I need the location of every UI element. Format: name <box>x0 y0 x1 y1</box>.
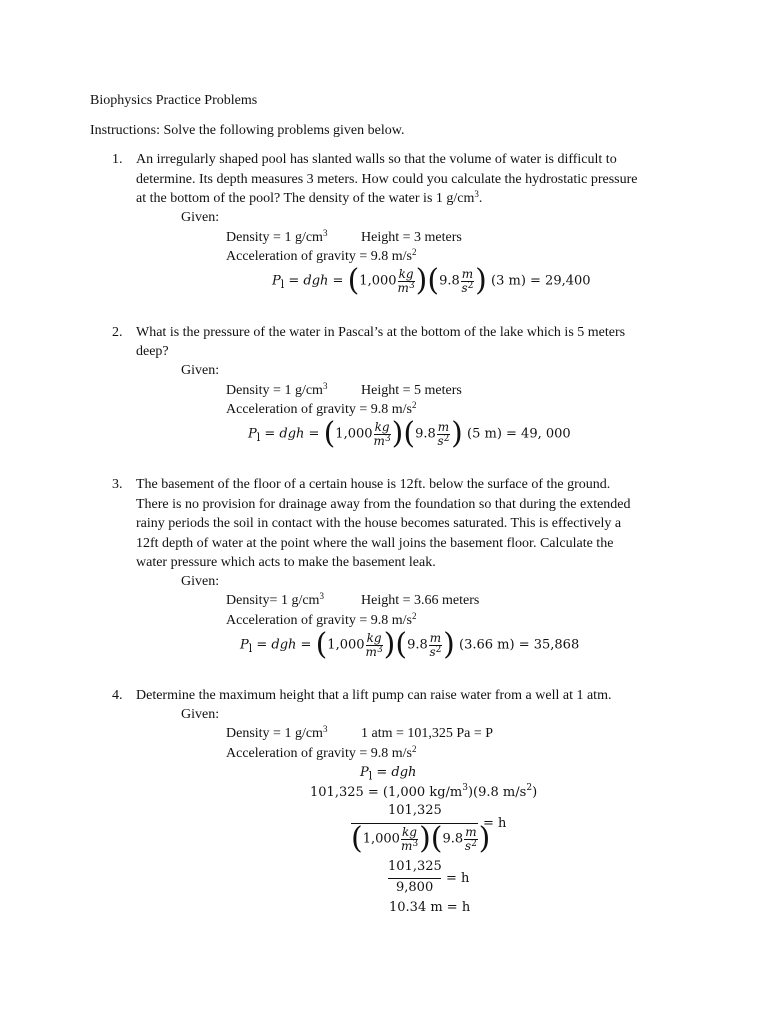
problem-text-line: at the bottom of the pool? The density of the water is 1 $g/cm^3$. <box>136 189 483 206</box>
fraction-denominator: 9,800 <box>396 880 434 895</box>
fraction-numerator: 101,325 <box>388 803 442 818</box>
problem-text-line: rainy periods the soil in contact with the house becomes saturated. This is effectively a <box>136 516 622 531</box>
given-height: Height = 3 meters <box>361 230 462 245</box>
problem-number: 2. <box>112 325 123 340</box>
pressure-formula: $P_l$ = dgh = (1,000 $\frac{kg}{m^3}$ )(9.8 $\frac{m}{s^2}$ ) (5 m) = 49, 000 <box>248 416 571 451</box>
problem-text-line: deep? <box>136 344 169 359</box>
given-label: Given: <box>181 210 220 225</box>
equation-rhs: = h <box>483 816 507 831</box>
given-label: Given: <box>181 574 220 589</box>
given-atm: 1 atm = 101,325 Pa = P <box>361 726 494 741</box>
given-gravity: Acceleration of gravity = 9.8 $m/s^2$ <box>226 611 417 628</box>
given-label: Given: <box>181 363 220 378</box>
problem-text-line: What is the pressure of the water in Pascal’s at the bottom of the lake which is 5 meters <box>136 325 626 340</box>
given-height: Height = 5 meters <box>361 383 462 398</box>
problem-number: 1. <box>112 152 123 167</box>
instructions: Instructions: Solve the following problems given below. <box>90 123 405 138</box>
given-gravity: Acceleration of gravity = 9.8 $m/s^2$ <box>226 400 417 417</box>
final-answer: 10.34 m = h <box>389 900 471 915</box>
equation-step-2: 101,325 = (1,000 $kg/m^3)(9.8$ $m/s^2$) <box>310 783 538 800</box>
fraction-numerator: 101,325 <box>388 859 442 874</box>
given-gravity: Acceleration of gravity = 9.8 $m/s^2$ <box>226 744 417 761</box>
given-height: Height = 3.66 meters <box>361 593 480 608</box>
problem-text-line: There is no provision for drainage away from the foundation so that during the extended <box>136 497 631 512</box>
problem-number: 4. <box>112 688 123 703</box>
equation-rhs: = h <box>446 871 470 886</box>
equation-step-1: $P_l$ = dgh <box>360 765 417 783</box>
problem-text-line: The basement of the floor of a certain house is 12ft. below the surface of the ground. <box>136 477 611 492</box>
problem-text-line: An irregularly shaped pool has slanted walls so that the volume of water is difficult to <box>136 152 617 167</box>
given-density: Density = 1 $g/cm^3$ <box>226 228 328 245</box>
page-title: Biophysics Practice Problems <box>90 93 258 108</box>
problem-text-line: determine. Its depth measures 3 meters. How could you calculate the hydrostatic pressure <box>136 172 638 187</box>
pressure-formula: $P_l$ = dgh = (1,000 $\frac{kg}{m^3}$ )(9.8 $\frac{m}{s^2}$ ) (3 m) = 29,400 <box>272 263 591 298</box>
problem-number: 3. <box>112 477 123 492</box>
problem-text-line: 12ft depth of water at the point where the wall joins the basement floor. Calculate the <box>136 536 614 551</box>
fraction-bar <box>388 878 441 879</box>
problem-text-line: Determine the maximum height that a lift pump can raise water from a well at 1 atm. <box>136 688 612 703</box>
given-density: Density = 1 $g/cm^3$ <box>226 381 328 398</box>
problem-text-line: water pressure which acts to make the basement leak. <box>136 555 436 570</box>
given-density: Density = 1 $g/cm^3$ <box>226 724 328 741</box>
given-density: Density= 1 $g/cm^3$ <box>226 591 324 608</box>
given-gravity: Acceleration of gravity = 9.8 $m/s^2$ <box>226 247 417 264</box>
fraction-denominator: (1,000 $\frac{kg}{m^3}$ )(9.8 $\frac{m}{s^2}$ ) <box>351 821 491 856</box>
given-label: Given: <box>181 707 220 722</box>
pressure-formula: $P_l$ = dgh = (1,000 $\frac{kg}{m^3}$ )(9.8 $\frac{m}{s^2}$ ) (3.66 m) = 35,868 <box>240 627 580 662</box>
